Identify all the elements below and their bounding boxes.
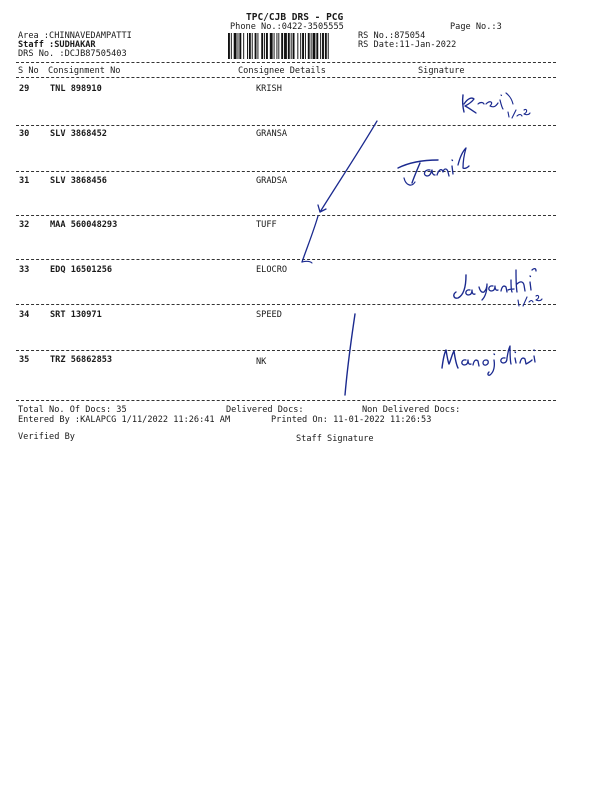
row-consignee: ELOCRO — [256, 265, 288, 275]
row-divider — [16, 259, 556, 260]
staff-label: Staff :SUDHAKAR — [18, 40, 96, 50]
row-consignee: NK — [256, 357, 267, 367]
handwritten-arrow-stroke — [302, 121, 377, 263]
row-sno: 32 — [19, 220, 30, 230]
total-docs: Total No. Of Docs: 35 — [18, 405, 127, 415]
row-sno: 34 — [19, 310, 30, 320]
area-label: Area :CHINNAVEDAMPATTI — [18, 31, 132, 41]
row-sno: 31 — [19, 176, 30, 186]
row-consignee: SPEED — [256, 310, 282, 320]
column-header-signature: Signature — [418, 66, 465, 76]
row-consignment: MAA 560048293 — [50, 220, 118, 230]
staff-signature-label: Staff Signature — [296, 434, 374, 444]
signature-tamil — [398, 148, 469, 185]
row-consignment: TRZ 56862853 — [50, 355, 113, 365]
column-header-consignee: Consignee Details — [238, 66, 326, 76]
row-divider — [16, 125, 556, 126]
handwritten-vertical-stroke — [345, 314, 355, 395]
row-divider — [16, 215, 556, 216]
page-number: Page No.:3 — [450, 22, 502, 32]
row-consignee: TUFF — [256, 220, 277, 230]
row-sno: 35 — [19, 355, 30, 365]
row-consignment: TNL 898910 — [50, 84, 102, 94]
row-sno: 33 — [19, 265, 30, 275]
row-consignee: GRANSA — [256, 129, 288, 139]
row-sno: 29 — [19, 84, 30, 94]
delivered-docs: Delivered Docs: — [226, 405, 304, 415]
row-divider — [16, 171, 556, 172]
column-header-consignment: Consignment No — [48, 66, 121, 76]
row-consignment: SLV 3868452 — [50, 129, 107, 139]
rs-date: RS Date:11-Jan-2022 — [358, 40, 457, 50]
printed-on: Printed On: 11-01-2022 11:26:53 — [271, 415, 432, 425]
row-consignment: EDQ 16501256 — [50, 265, 113, 275]
drs-number: DRS No. :DCJB87505403 — [18, 49, 127, 59]
signature-krishi — [463, 93, 530, 118]
signature-jayanthi — [454, 269, 542, 306]
rs-number: RS No.:875054 — [358, 31, 426, 41]
row-divider — [16, 400, 556, 401]
non-delivered-docs: Non Delivered Docs: — [362, 405, 461, 415]
row-consignee: KRISH — [256, 84, 282, 94]
column-header-sno: S No — [18, 66, 39, 76]
entered-by: Entered By :KALAPCG 1/11/2022 11:26:41 AM — [18, 415, 231, 425]
row-sno: 30 — [19, 129, 30, 139]
row-divider — [16, 304, 556, 305]
row-consignment: SLV 3868456 — [50, 176, 107, 186]
divider — [16, 77, 556, 78]
verified-by: Verified By — [18, 432, 75, 442]
divider — [16, 62, 556, 63]
barcode — [228, 33, 352, 59]
row-divider — [16, 350, 556, 351]
phone-number: Phone No.:0422-3505555 — [230, 22, 344, 32]
row-consignee: GRADSA — [256, 176, 288, 186]
document-title: TPC/CJB DRS - PCG — [246, 12, 344, 23]
row-consignment: SRT 130971 — [50, 310, 102, 320]
